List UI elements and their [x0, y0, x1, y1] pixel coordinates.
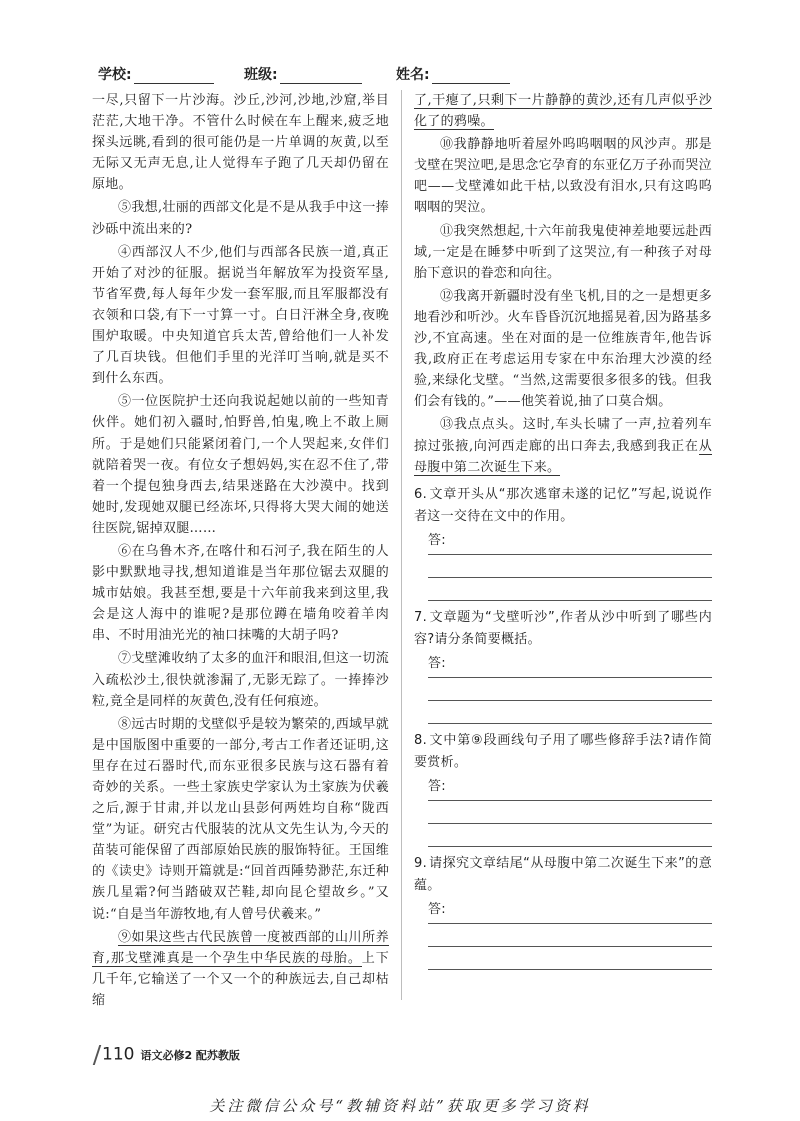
name-blank[interactable] [432, 69, 510, 84]
paragraph-13-text: ⑬我点点头。这时,车头长啸了一声,拉着列车掠过张掖,向河西走廊的出口奔去,我感到我正在 [414, 417, 712, 454]
answer-label: 答: [428, 530, 450, 552]
question-6 [414, 484, 712, 601]
answer-line[interactable] [428, 701, 712, 724]
page-number: 110 [102, 1044, 135, 1065]
paragraph: ④西部汉人不少,他们与西部各民族一道,真正开始了对沙的征服。据说当年解放军为投资军垦,节省军费,每人每年少发一套军服,而且军服都没有衣领和口袋,有下一寸算一寸。白日汗淋全身,夜晚围炉取暖。中央知道官兵太苦,曾给他们一人补发了几百块钱。但他们手里的光洋叮当响,就是买不到什么东西。 [92, 244, 389, 387]
question-number: 6. [414, 486, 428, 502]
underlined-ending: 从母腹中第二次诞生下来。 [414, 438, 712, 475]
answer-area[interactable] [428, 778, 712, 847]
answer-area[interactable] [428, 655, 712, 724]
question-number: 7. [414, 609, 428, 625]
paragraph: ⑤我想,壮丽的西部文化是不是从我手中这一捧沙砾中流出来的? [92, 200, 389, 237]
promo-note: 关注微信公众号“教辅资料站”获取更多学习资料 [209, 1097, 591, 1115]
paragraph: ⑩我静静地听着屋外呜呜咽咽的风沙声。那是戈壁在哭泣吧,是思念它孕育的东亚亿万子孙而哭泣吧——戈壁滩如此干枯,以致没有泪水,只有这呜呜咽咽的哭泣。 [414, 137, 712, 216]
answer-area[interactable] [428, 901, 712, 970]
paragraph: 一尽,只留下一片沙海。沙丘,沙河,沙地,沙窟,举目茫茫,大地干净。不管什么时候在车上醒来,疲乏地探头远眺,看到的很可能仍是一片单调的灰黄,以至无际又无声无息,让人觉得车子跑了几天却仍留在原地。 [92, 93, 389, 193]
paragraph-9 [92, 927, 389, 1011]
paragraph-13 [414, 414, 712, 477]
question-text: 文中第⑨段画线句子用了哪些修辞手法?请作简要赏析。 [414, 732, 712, 770]
student-info-header [98, 64, 718, 86]
class-blank[interactable] [280, 69, 362, 84]
right-text-column [414, 90, 712, 970]
paragraph: ⑤一位医院护士还向我说起她以前的一些知青伙伴。她们初入疆时,怕野兽,怕鬼,晚上不敢上厕所。于是她们只能紧闭着门,一个人哭起来,女伴们就陪着哭一夜。有位女子想妈妈,实在忍不住了,带着一个提包独身西去,结果迷路在大沙漠中。找到她时,发现她双腿已经冻坏,只得将大哭大闹的她送往医院,锯掉双腿…… [92, 394, 389, 536]
answer-line[interactable] [428, 778, 712, 801]
question-8 [414, 730, 712, 847]
answer-line[interactable] [428, 578, 712, 601]
question-7 [414, 607, 712, 724]
paragraph-9-tail: 上下几千年,它输送了一个又一个的种族远去,自己却枯缩 [92, 950, 389, 1008]
underlined-sentence: ⑨如果这些古代民族曾一度被西部的山川所养育,那戈壁滩真是一个孕生中华民族的母胎。 [92, 929, 389, 966]
question-9 [414, 853, 712, 970]
column-divider [401, 90, 402, 1000]
question-text: 请探究文章结尾“从母腹中第二次诞生下来”的意蕴。 [414, 855, 712, 893]
school-blank[interactable] [134, 69, 214, 84]
question-text: 文章题为“戈壁听沙”,作者从沙中听到了哪些内容?请分条简要概括。 [414, 609, 712, 647]
answer-line[interactable] [428, 801, 712, 824]
page-footer [96, 1044, 240, 1068]
paragraph [414, 90, 712, 132]
name-field[interactable] [396, 64, 510, 84]
paragraph: ⑧远古时期的戈壁似乎是较为繁荣的,西域早就是中国版图中重要的一部分,考古工作者还证明,这里存在过石器时代,而东亚很多民族与这石器有着奇妙的关系。一些土家族史学家认为土家族为伏羲之后,源于甘肃,并以龙山县彭何两姓均自称“陇西堂”为证。研究古代服装的沈从文先生认为,今天的苗装可能保留了西部原始民族的服饰特征。王国维的《读史》诗则开篇就是:“回首西陲势渺茫,东迁种族几星霜?何当踏破双芒鞋,却向昆仑望故乡。”又说:“自是当年游牧地,有人曾号伏羲来。” [92, 716, 389, 922]
answer-line[interactable] [428, 532, 712, 555]
slash-decoration [93, 1045, 101, 1065]
name-label: 姓名: [396, 67, 430, 83]
paragraph: ⑫我离开新疆时没有坐飞机,目的之一是想更多地看沙和听沙。火车昏昏沉沉地摇晃着,因为路基多沙,不宜高速。坐在对面的是一位维族青年,他告诉我,政府正在考虑运用专家在中东治理大沙漠的经验,来绿化戈壁。“当然,这需要很多很多的钱。但我们会有钱的。”——他笑着说,抽了口莫合烟。 [414, 288, 712, 410]
question-text: 文章开头从“那次逃窜未遂的记忆”写起,说说作者这一交待在文中的作用。 [414, 486, 712, 524]
paragraph: ⑥在乌鲁木齐,在喀什和石河子,我在陌生的人影中默默地寻找,想知道谁是当年那位锯去双腿的城市姑娘。我甚至想,要是十六年前我来到这里,我会是这人海中的谁呢?是那位蹲在墙角咬着羊肉串、不时用油光光的袖口抹嘴的大胡子吗? [92, 543, 389, 644]
left-text-column [92, 90, 389, 1013]
school-label: 学校: [98, 67, 132, 83]
class-label: 班级: [244, 67, 278, 83]
answer-line[interactable] [428, 824, 712, 847]
paragraph: ⑪我突然想起,十六年前我鬼使神差地要远赴西域,一定是在睡梦中听到了这哭泣,有一种孩子对母胎下意识的眷恋和向往。 [414, 223, 712, 281]
class-field[interactable] [244, 64, 362, 84]
answer-line[interactable] [428, 555, 712, 578]
answer-label: 答: [428, 776, 450, 798]
answer-line[interactable] [428, 655, 712, 678]
book-label: 语文必修2 配苏教版 [140, 1048, 240, 1062]
question-number: 9. [414, 855, 428, 871]
paragraph: ⑦戈壁滩收纳了太多的血汗和眼泪,但这一切流入疏松沙土,很快就渗漏了,无影无踪了。一捧捧沙粒,竟全是同样的灰黄色,没有任何痕迹。 [92, 651, 389, 709]
answer-label: 答: [428, 899, 450, 921]
answer-line[interactable] [428, 678, 712, 701]
answer-label: 答: [428, 653, 450, 675]
answer-line[interactable] [428, 947, 712, 970]
answer-area[interactable] [428, 532, 712, 601]
question-number: 8. [414, 732, 428, 748]
underlined-continuation: 了,干瘪了,只剩下一片静静的黄沙,还有几声似乎沙化了的鸦噪。 [414, 93, 712, 130]
answer-line[interactable] [428, 901, 712, 924]
school-field[interactable] [98, 64, 214, 84]
answer-line[interactable] [428, 924, 712, 947]
